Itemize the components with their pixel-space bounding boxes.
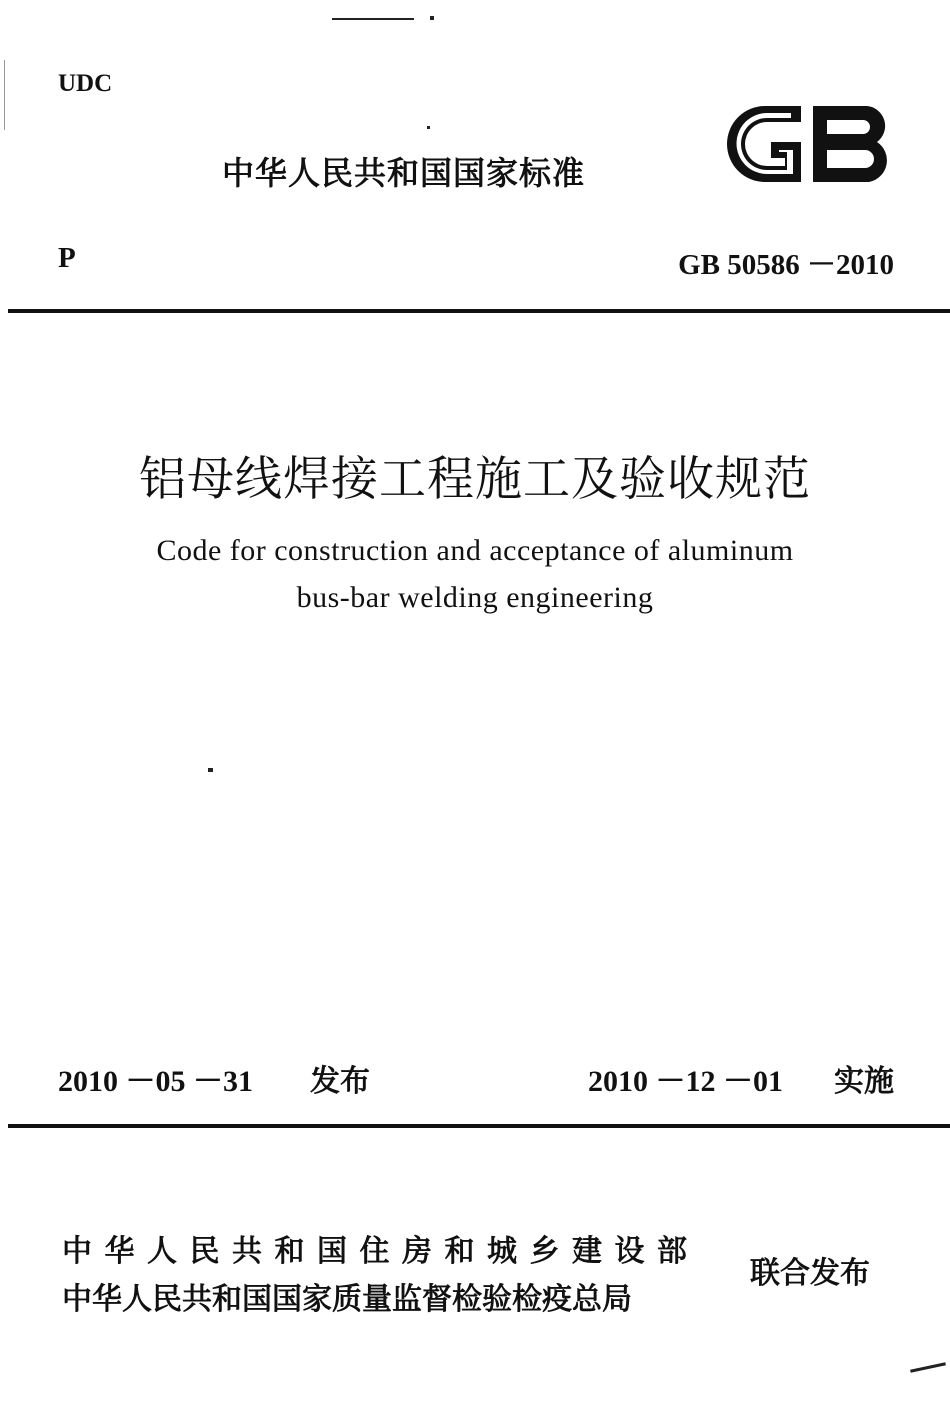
scan-artifact-dot-middle bbox=[208, 768, 213, 772]
title-chinese: 铝母线焊接工程施工及验收规范 bbox=[139, 454, 811, 506]
top-divider bbox=[8, 309, 950, 313]
implementation-label: 实施 bbox=[834, 1064, 894, 1099]
implementation-date: 2010 －12 －01 bbox=[588, 1065, 783, 1098]
classification-code: P bbox=[58, 242, 76, 274]
title-english-line2: bus-bar welding engineering bbox=[296, 581, 654, 614]
scan-artifact-corner bbox=[910, 1362, 946, 1372]
issue-date: 2010 －05 －31 bbox=[58, 1065, 253, 1098]
bottom-divider bbox=[8, 1124, 950, 1128]
scan-artifact-top-line bbox=[332, 18, 414, 20]
issuer-ministry: 中华人民共和国住房和城乡建设部 bbox=[62, 1234, 700, 1269]
scan-artifact-dot-center bbox=[427, 126, 430, 129]
gb-logo bbox=[727, 100, 897, 188]
scan-artifact-left-edge bbox=[4, 60, 5, 130]
standard-number: GB 50586 －2010 bbox=[678, 249, 894, 281]
national-standard-heading: 中华人民共和国国家标准 bbox=[222, 154, 586, 192]
issuer-aqsiq: 中华人民共和国国家质量监督检验检疫总局 bbox=[62, 1282, 632, 1317]
issue-label: 发布 bbox=[310, 1064, 370, 1099]
joint-issue-label: 联合发布 bbox=[750, 1256, 870, 1291]
title-english-line1: Code for construction and acceptance of aluminum bbox=[156, 534, 794, 567]
udc-label: UDC bbox=[58, 70, 113, 97]
scan-artifact-top-dot bbox=[430, 16, 434, 20]
